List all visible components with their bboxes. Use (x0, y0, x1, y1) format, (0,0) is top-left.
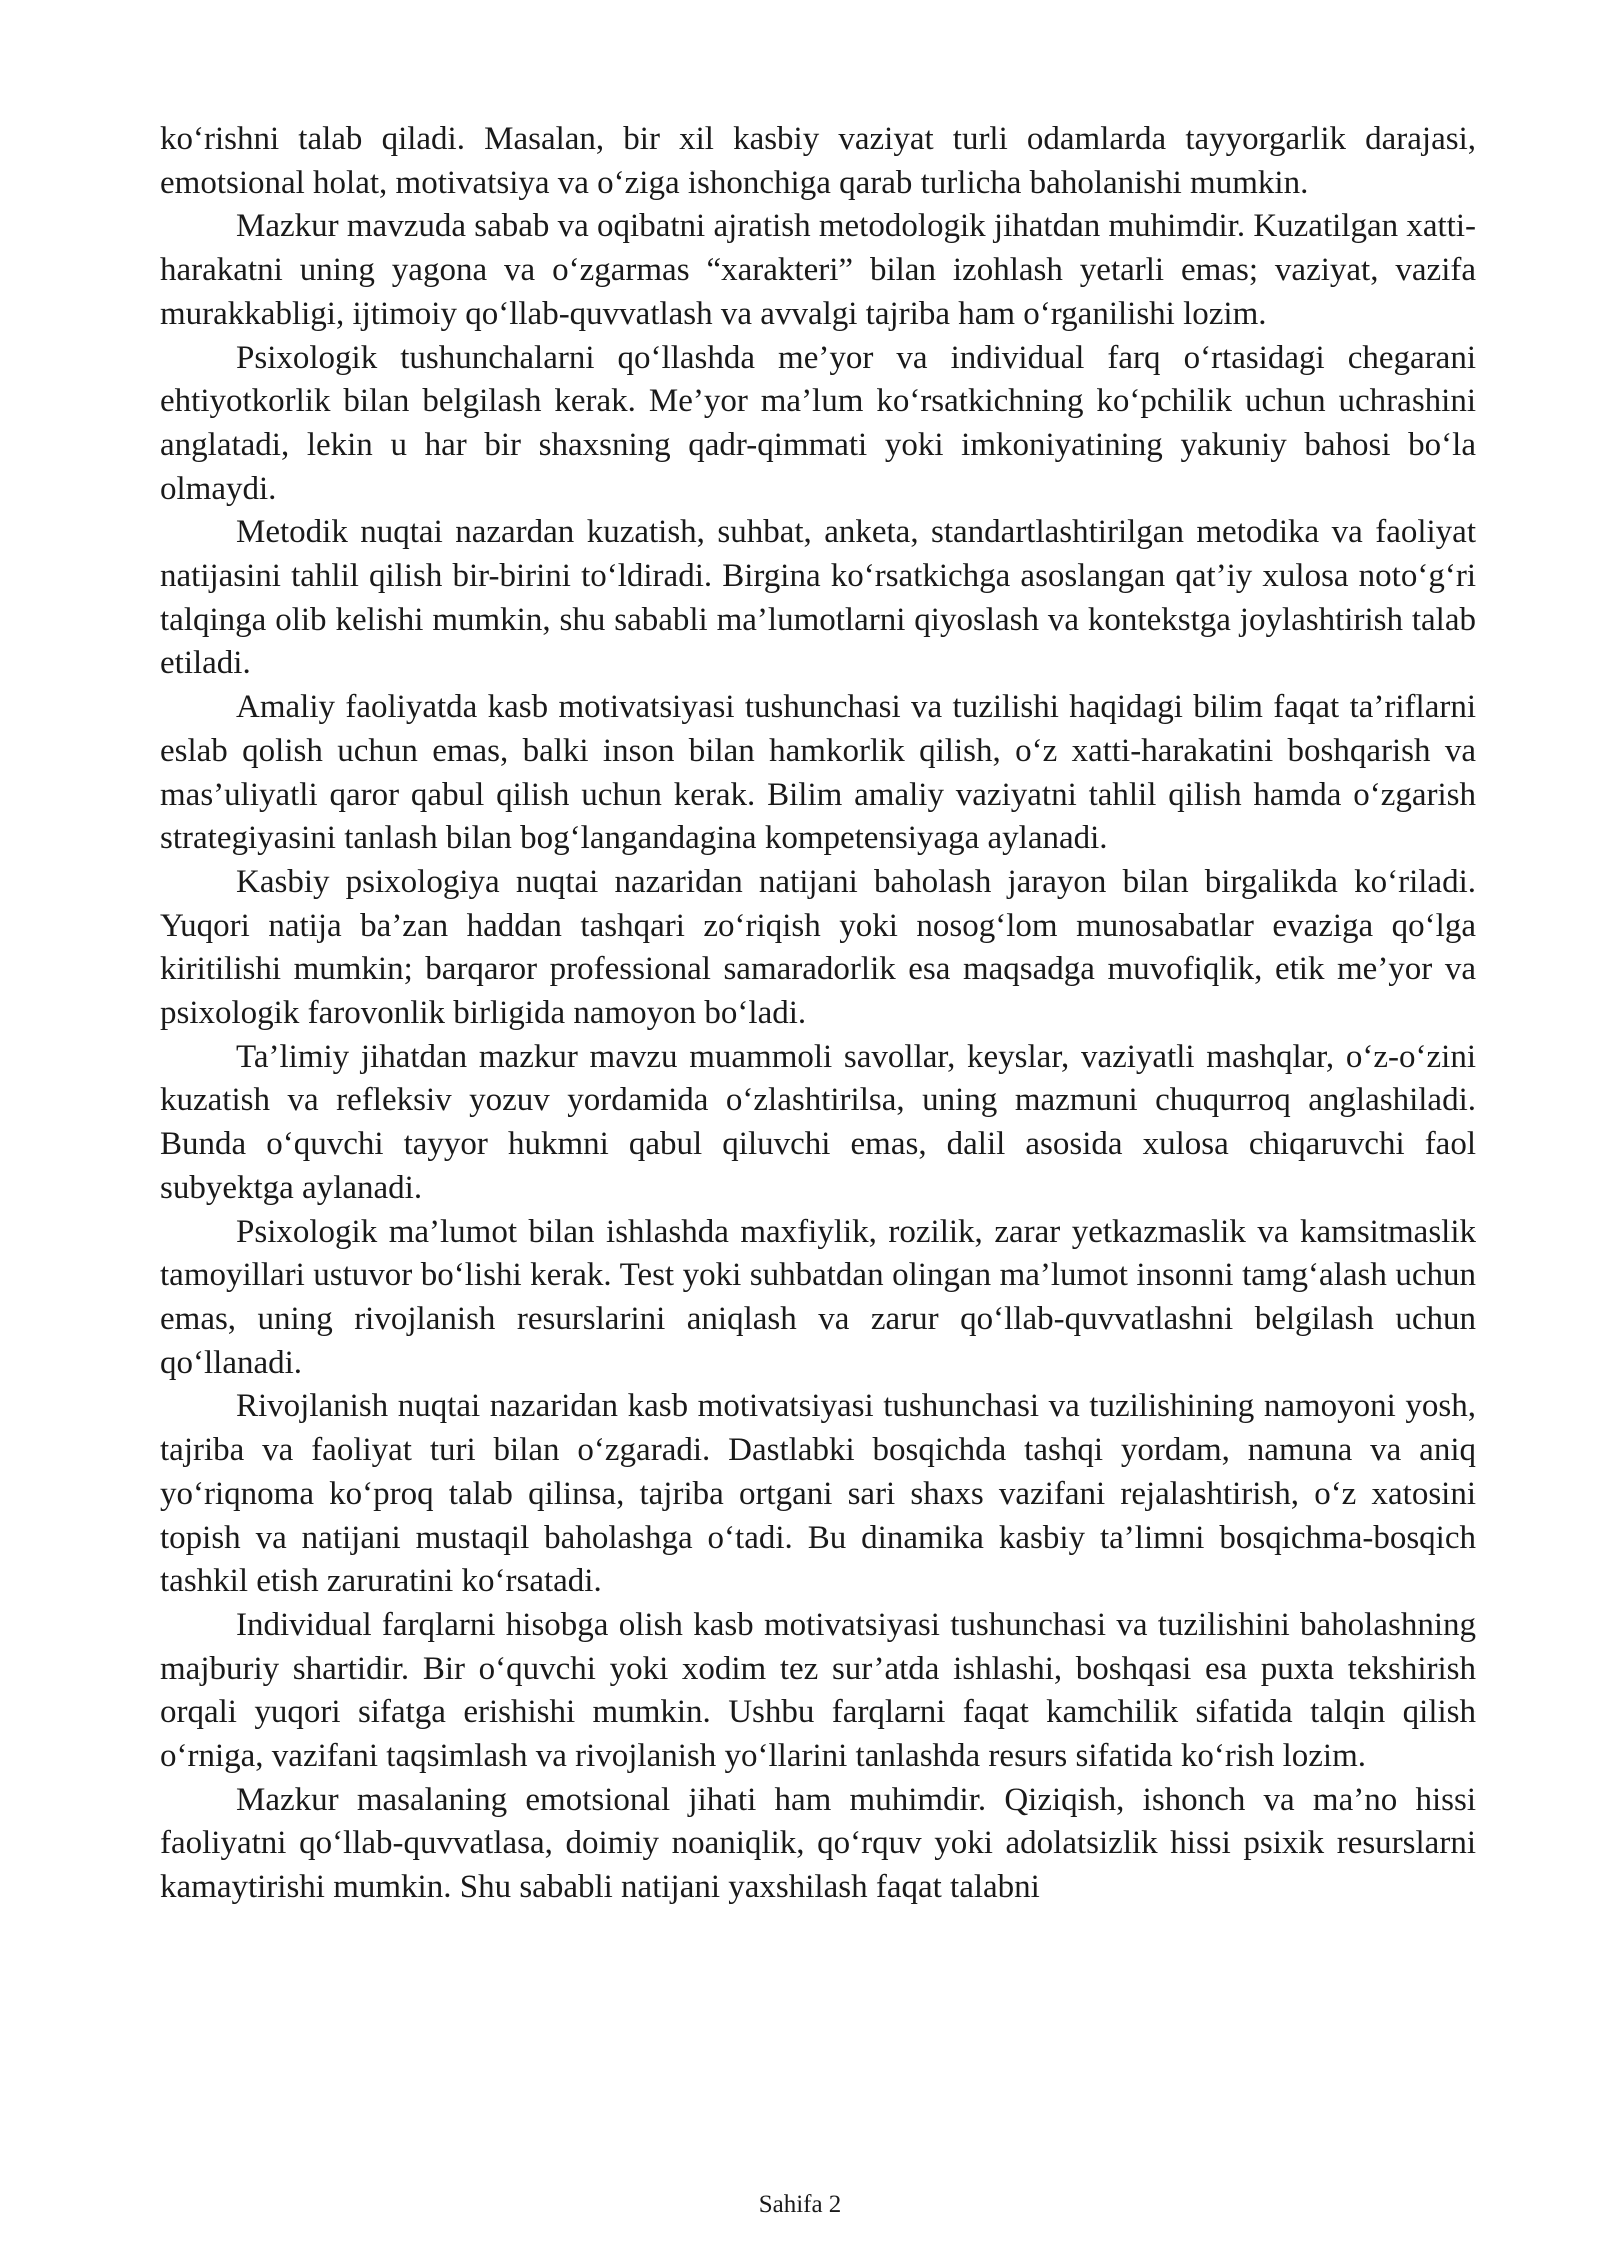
paragraph-10: Individual farqlarni hisobga olish kasb motivatsiyasi tushunchasi va tuzilishini baholashning majburiy shartidir. Bir o‘quvchi yoki xodim tez sur’atda ishlashi, boshqasi esa puxta tekshirish orqali yuqori sifatga erishishi mumkin. Ushbu farqlarni faqat kamchilik sifatida talqin qilish o‘rniga, vazifani taqsimlash va rivojlanish yo‘llarini tanlashda resurs sifatida ko‘rish lozim. (160, 1606, 1476, 1775)
paragraph-6: Kasbiy psixologiya nuqtai nazaridan natijani baholash jarayon bilan birgalikda ko‘riladi. Yuqori natija ba’zan haddan tashqari zo‘riqish yoki nosog‘lom munosabatlar evaziga qo‘lga kiritilishi mumkin; barqaror professional samaradorlik esa maqsadga muvofiqlik, etik me’yor va psixologik farovonlik birligida namoyon bo‘ladi. (160, 863, 1476, 1032)
document-body (160, 118, 1476, 1910)
paragraph-2: Mazkur mavzuda sabab va oqibatni ajratish metodologik jihatdan muhimdir. Kuzatilgan xatti-harakatni uning yagona va o‘zgarmas “xarakteri” bilan izohlash yetarli emas; vaziyat, vazifa murakkabligi, ijtimoiy qo‘llab-quvvatlash va avvalgi tajriba ham o‘rganilishi lozim. (160, 208, 1476, 332)
paragraph-1: ko‘rishni talab qiladi. Masalan, bir xil kasbiy vaziyat turli odamlarda tayyorgarlik darajasi, emotsional holat, motivatsiya va o‘ziga ishonchiga qarab turlicha baholanishi mumkin. (160, 121, 1476, 201)
paragraph-9: Rivojlanish nuqtai nazaridan kasb motivatsiyasi tushunchasi va tuzilishining namoyoni yosh, tajriba va faoliyat turi bilan o‘zgaradi. Dastlabki bosqichda tashqi yordam, namuna va aniq yo‘riqnoma ko‘proq talab qilinsa, tajriba ortgani sari shaxs vazifani rejalashtirish, o‘z xatosini topish va natijani mustaqil baholashga o‘tadi. Bu dinamika kasbiy ta’limni bosqichma-bosqich tashkil etish zaruratini ko‘rsatadi. (160, 1388, 1476, 1600)
page-number: Sahifa 2 (758, 2191, 842, 2218)
paragraph-3: Psixologik tushunchalarni qo‘llashda me’yor va individual farq o‘rtasidagi chegarani ehtiyotkorlik bilan belgilash kerak. Me’yor ma’lum ko‘rsatkichning ko‘pchilik uchun uchrashini anglatadi, lekin u har bir shaxsning qadr-qimmati yoki imkoniyatining yakuniy bahosi bo‘la olmaydi. (160, 339, 1476, 507)
paragraph-11: Mazkur masalaning emotsional jihati ham muhimdir. Qiziqish, ishonch va ma’no hissi faoliyatni qo‘llab-quvvatlasa, doimiy noaniqlik, qo‘rquv yoki adolatsizlik hissi psixik resurslarni kamaytirishi mumkin. Shu sababli natijani yaxshilash faqat talabni (160, 1781, 1476, 1906)
paragraph-7: Ta’limiy jihatdan mazkur mavzu muammoli savollar, keyslar, vaziyatli mashqlar, o‘z-o‘zini kuzatish va refleksiv yozuv yordamida o‘zlashtirilsa, uning mazmuni chuqurroq anglashiladi. Bunda o‘quvchi tayyor hukmni qabul qiluvchi emas, dalil asosida xulosa chiqaruvchi faol subyektga aylanadi. (160, 1038, 1476, 1206)
paragraph-8: Psixologik ma’lumot bilan ishlashda maxfiylik, rozilik, zarar yetkazmaslik va kamsitmaslik tamoyillari ustuvor bo‘lishi kerak. Test yoki suhbatdan olingan ma’lumot insonni tamg‘alash uchun emas, uning rivojlanish resurslarini aniqlash va zarur qo‘llab-quvvatlashni belgilash uchun qo‘llanadi. (160, 1213, 1476, 1381)
paragraph-5: Amaliy faoliyatda kasb motivatsiyasi tushunchasi va tuzilishi haqidagi bilim faqat ta’riflarni eslab qolish uchun emas, balki inson bilan hamkorlik qilish, o‘z xatti-harakatini boshqarish va mas’uliyatli qaror qabul qilish uchun kerak. Bilim amaliy vaziyatni tahlil qilish hamda o‘zgarish strategiyasini tanlash bilan bog‘langandagina kompetensiyaga aylanadi. (160, 689, 1476, 857)
paragraph-4: Metodik nuqtai nazardan kuzatish, suhbat, anketa, standartlashtirilgan metodika va faoliyat natijasini tahlil qilish bir-birini to‘ldiradi. Birgina ko‘rsatkichga asoslangan qat’iy xulosa noto‘g‘ri talqinga olib kelishi mumkin, shu sababli ma’lumotlarni qiyoslash va kontekstga joylashtirish talab etiladi. (160, 514, 1476, 682)
